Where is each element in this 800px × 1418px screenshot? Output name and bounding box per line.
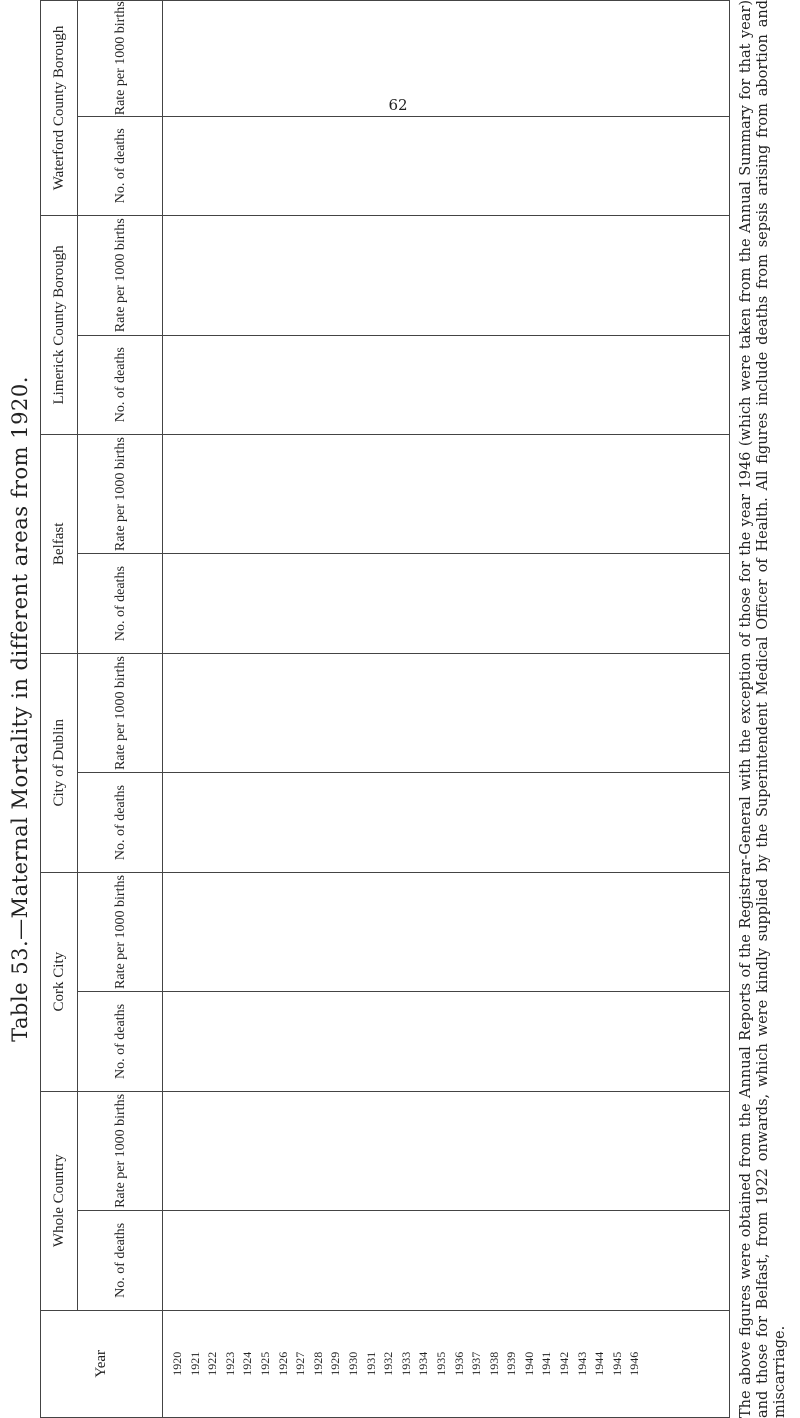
column-cells [163,216,644,335]
data-column [163,554,730,653]
deaths-subheader: No. of deaths [78,335,163,434]
data-column [163,116,730,215]
year-cell: 1943 [574,1351,589,1376]
group-header: Limerick County Borough [41,215,78,434]
data-column [163,773,730,872]
column-cells [163,1092,644,1211]
column-cells [163,773,644,871]
year-cell: 1937 [469,1351,484,1376]
deaths-subheader: No. of deaths [78,992,163,1091]
column-cells [163,992,644,1090]
footnote: The above figures were obtained from the Annual Reports of the Registrar-General with the exception of those for the year 1946 (which were taken from the Annual Summary for that year) and those for Belfast, from 1922 onwards, which were kindly supplied by the Superintendent Medical Officer of Health. All figures include deaths from sepsis arising from abortion and miscarriage. [738,0,788,1418]
column-cells [163,1211,644,1309]
year-cell: 1932 [381,1351,396,1376]
group-header: City of Dublin [41,653,78,872]
group-header: Belfast [41,434,78,653]
deaths-subheader: No. of deaths [78,1211,163,1310]
year-cell: 1942 [557,1351,572,1376]
year-cell: 1940 [521,1351,536,1376]
deaths-subheader: No. of deaths [78,773,163,872]
data-column [163,215,730,335]
data-column [163,992,730,1091]
year-cell: 1929 [328,1351,343,1376]
year-cell: 1939 [504,1351,519,1376]
rate-subheader: Rate per 1000 births [78,653,163,773]
year-cell: 1938 [486,1351,501,1376]
table-title: Table 53.—Maternal Mortality in different areas from 1920. [8,376,32,1042]
year-cell: 1928 [310,1351,325,1376]
year-cell: 1926 [275,1351,290,1376]
year-column [163,1310,730,1417]
column-cells [163,654,644,773]
group-header: Whole Country [41,1091,78,1310]
data-column [163,1,730,117]
rate-subheader: Rate per 1000 births [78,872,163,992]
year-cell: 1945 [609,1351,624,1376]
year-cell: 1933 [398,1351,413,1376]
data-column [163,1211,730,1310]
column-cells [163,554,644,652]
year-cell: 1922 [205,1351,220,1376]
deaths-subheader: No. of deaths [78,554,163,653]
data-column [163,872,730,992]
year-cells [163,1311,644,1417]
column-cells [163,435,644,554]
data-column [163,1091,730,1211]
year-cell: 1931 [363,1351,378,1376]
year-cell: 1930 [345,1351,360,1376]
year-cell: 1921 [187,1351,202,1376]
year-cell: 1941 [539,1351,554,1376]
column-cells [163,1,644,116]
year-cell: 1927 [293,1351,308,1376]
year-cell: 1936 [451,1351,466,1376]
rate-subheader: Rate per 1000 births [78,1091,163,1211]
year-cell: 1935 [433,1351,448,1376]
maternal-mortality-table [40,0,730,1418]
column-cells [163,336,644,434]
rate-subheader: Rate per 1000 births [78,215,163,335]
year-cell: 1944 [592,1351,607,1376]
year-cell: 1924 [240,1351,255,1376]
page-number: 62 [388,96,408,114]
year-cell: 1925 [257,1351,272,1376]
data-column [163,434,730,554]
data-column [163,335,730,434]
rate-subheader: Rate per 1000 births [78,434,163,554]
rate-subheader: Rate per 1000 births [78,1,163,117]
column-cells [163,873,644,992]
year-cell: 1934 [416,1351,431,1376]
data-column [163,653,730,773]
group-header: Waterford County Borough [41,1,78,216]
deaths-subheader: No. of deaths [78,116,163,215]
year-cell: 1946 [627,1351,642,1376]
column-cells [163,117,644,215]
year-header: Year [41,1310,163,1417]
year-cell: 1923 [222,1351,237,1376]
group-header: Cork City [41,872,78,1091]
year-cell: 1920 [170,1351,184,1376]
